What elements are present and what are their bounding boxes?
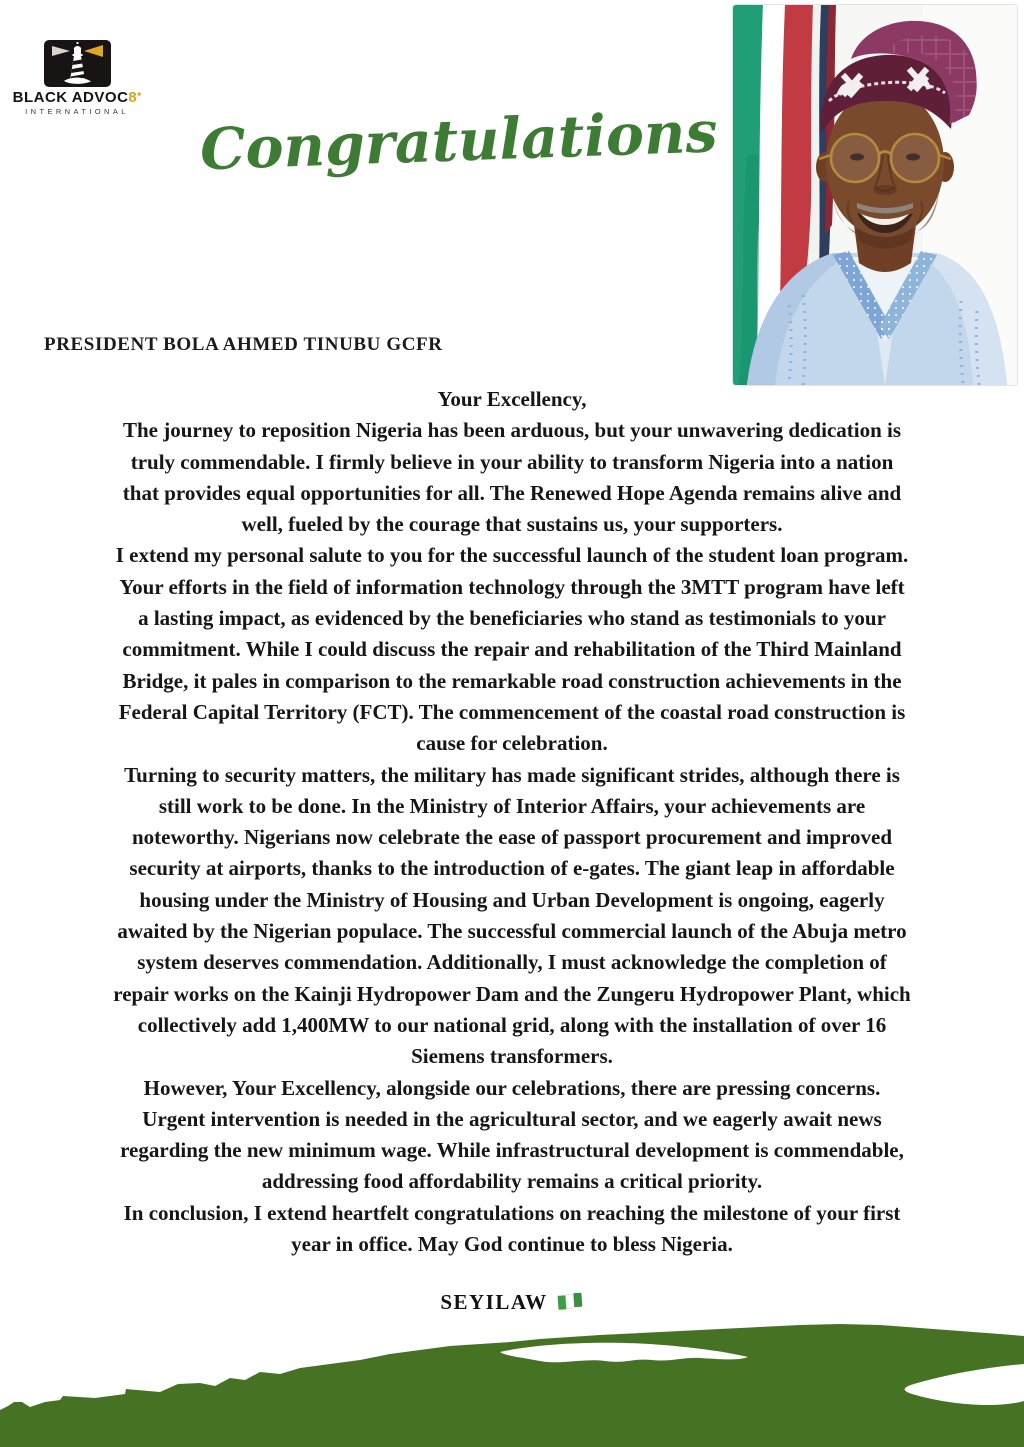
letter-line: cause for celebration.	[416, 731, 608, 756]
recipient-heading: PRESIDENT BOLA AHMED TINUBU GCFR	[44, 334, 443, 355]
letter-line: However, Your Excellency, alongside our celebrations, there are pressing concerns.	[143, 1075, 881, 1100]
brand-name: BLACK ADVOC8■	[12, 89, 142, 106]
nigeria-flag-icon	[557, 1292, 584, 1313]
portrait-illustration	[733, 5, 1017, 385]
letter-line: Your efforts in the field of information technology through the 3MTT program have left	[119, 574, 905, 599]
letter-line: In conclusion, I extend heartfelt congratulations on reaching the milestone of your first	[123, 1200, 901, 1225]
letter-line: that provides equal opportunities for all. The Renewed Hope Agenda remains alive and	[122, 480, 902, 505]
letter-line: Federal Capital Territory (FCT). The commencement of the coastal road construction is	[118, 699, 906, 724]
letter-line: security at airports, thanks to the introduction of e-gates. The giant leap in affordable	[129, 856, 895, 881]
letter-line: Turning to security matters, the military has made significant strides, although there is	[124, 762, 900, 787]
letter-line: awaited by the Nigerian populace. The successful commercial launch of the Abuja metro	[117, 919, 907, 944]
letter-line: well, fueled by the courage that sustains us, your supporters.	[241, 512, 783, 537]
letter-line: noteworthy. Nigerians now celebrate the ease of passport procurement and improved	[131, 825, 893, 850]
letter-line: collectively add 1,400MW to our national grid, along with the installation of over 16	[137, 1012, 887, 1037]
letter-line: Siemens transformers.	[411, 1044, 613, 1069]
letter-body	[0, 384, 1024, 1260]
brand-accent: 8	[128, 89, 138, 106]
letter-line: addressing food affordability remains a critical priority.	[261, 1169, 763, 1194]
brand-subtitle: INTERNATIONAL	[25, 107, 129, 116]
letter-line: Your Excellency,	[437, 387, 587, 411]
signature-row	[0, 1290, 1024, 1315]
letter-line: truly commendable. I firmly believe in your ability to transform Nigeria into a nation	[130, 449, 894, 474]
letter-line: still work to be done. In the Ministry of Interior Affairs, your achievements are	[158, 793, 866, 818]
letter-line: The journey to reposition Nigeria has been arduous, but your unwavering dedication is	[122, 418, 902, 443]
signature-name: SEYILAW	[440, 1290, 548, 1314]
letter-line: regarding the new minimum wage. While infrastructural development is commendable,	[120, 1138, 904, 1163]
letter-line: Urgent intervention is needed in the agricultural sector, and we eagerly await news	[142, 1106, 882, 1131]
president-portrait-photo	[733, 5, 1017, 385]
letter-line: Bridge, it pales in comparison to the remarkable road construction achievements in the	[122, 668, 902, 693]
letter-line: year in office. May God continue to bless Nigeria.	[291, 1232, 733, 1257]
lighthouse-icon	[44, 40, 111, 87]
letter-line: repair works on the Kainji Hydropower Dam and the Zungeru Hydropower Plant, which	[113, 981, 911, 1006]
letter-line: I extend my personal salute to you for the successful launch of the student loan program.	[115, 543, 909, 568]
letter-line: housing under the Ministry of Housing and Urban Development is ongoing, eagerly	[139, 887, 885, 912]
congratulations-script: Congratulations	[198, 98, 719, 184]
brush-stroke-footer	[0, 1322, 1024, 1447]
letter-line: a lasting impact, as evidenced by the beneficiaries who stand as testimonials to your	[138, 606, 886, 631]
letter-line: system deserves commendation. Additionally, I must acknowledge the completion of	[137, 950, 887, 975]
letter-line: commitment. While I could discuss the repair and rehabilitation of the Third Mainland	[122, 637, 902, 662]
brand-logo	[11, 40, 143, 116]
